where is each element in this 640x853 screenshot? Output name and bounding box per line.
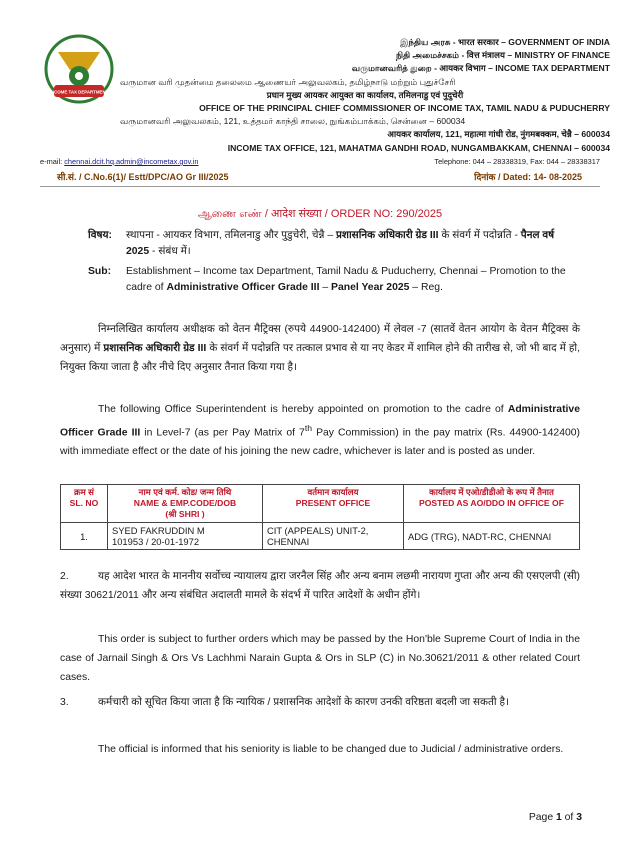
para1-english-text: The following Office Superintendent is hereby appointed on promotion to the cadre of	[98, 404, 508, 415]
header-line-3: வருமானவரித் துறை - आयकर विभाग – INCOME TAX DEPARTMENT	[351, 63, 610, 74]
para1-english-superscript: th	[304, 423, 313, 433]
subject-hindi-text-3: - संबंध में।	[149, 246, 191, 257]
income-tax-department-logo	[40, 30, 118, 108]
subject-english-cadre: Administrative Officer Grade III	[166, 282, 320, 293]
subject-hindi	[88, 228, 580, 260]
header-line-9: INCOME TAX OFFICE, 121, MAHATMA GANDHI ROAD, NUNGAMBAKKAM, CHENNAI – 600034	[227, 142, 610, 153]
order-number: ஆணை எண் / आदेश संख्या / ORDER NO: 290/2025	[197, 208, 443, 220]
table-header-row	[61, 485, 580, 523]
header-sl-no: क्रम सं SL. NO	[61, 485, 108, 523]
cell-posted-as: ADG (TRG), NADT-RC, CHENNAI	[404, 523, 580, 550]
header-line-6: OFFICE OF THE PRINCIPAL CHIEF COMMISSIONER OF INCOME TAX, TAMIL NADU & PUDUCHERRY	[199, 103, 610, 114]
header-line-8: आयकर कार्यालय, 121, महात्मा गांधी रोड, नुंगमबक्कम, चेन्नै – 600034	[387, 129, 610, 140]
para3-hindi-text: कर्मचारी को सूचित किया जाता है कि न्यायिक / प्रशासनिक आदेशों के कारण उनकी वरिष्ठता बदली जा सकती है।	[98, 697, 509, 708]
para2-hindi-text: यह आदेश भारत के माननीय सर्वोच्च न्यायालय द्वारा जरनैल सिंह और अन्य बनाम लछमी नारायण गुप्ता और अन्य की एसएलपी (सी) संख्या 30621/2011 और अन्य संबंधित अदालती मामले के संदर्भ में पारित आदेशों के अधीन होंगे।	[60, 571, 580, 601]
logo-text: INCOME TAX DEPARTMENT	[49, 89, 109, 95]
header-line-7: வருமானவரி அலுவலகம், 121, உத்தமர் காந்தி சாலை, நுங்கம்பாக்கம், சென்னை – 600034	[120, 116, 466, 127]
para1-hindi-text: निम्नलिखित कार्यालय अधीक्षक को वेतन मैट्रिक्स (रुपये 44900-142400) में लेवल -7 (सातवें वेतन आयोग के वेतन मैट्रिक्स के अनुसार) में	[60, 324, 580, 354]
subject-hindi-cadre: प्रशासनिक अधिकारी ग्रेड III	[336, 230, 439, 241]
para1-hindi-text-2: के संवर्ग में पदोन्नति पर तत्काल प्रभाव से या नए केडर में शामिल होने की तारीख से, जो भी बाद में हो, नियुक्त किया जाता है और नीचे दिए अनुसार तैनात किया गया है।	[60, 343, 580, 373]
subject-english-label: Sub:	[88, 266, 112, 277]
header-line-5: प्रधान मुख्य आयकर आयुक्त का कार्यालय, तमिलनाडु एवं पुदुचेरी	[266, 89, 464, 100]
header-line-1: இந்திய அரசு - भारत सरकार – GOVERNMENT OF INDIA	[400, 37, 610, 47]
subject-english-panel-year: Panel Year 2025	[331, 282, 410, 293]
cell-name: SYED FAKRUDDIN M 101953 / 20-01-1972	[108, 523, 263, 550]
header-name: नाम एवं कर्म. कोड/ जन्म तिथि NAME & EMP.CODE/DOB (श्री SHRI )	[108, 485, 263, 523]
email-link[interactable]: chennai.dcit.hq.admin@incometax.gov.in	[64, 157, 199, 166]
order-date: दिनांक / Dated: 14- 08-2025	[474, 172, 582, 182]
telephone-fax: Telephone: 044 – 28338319, Fax: 044 – 28338317	[434, 157, 600, 166]
paragraph-1-hindi	[60, 320, 580, 377]
subject-hindi-panel-year: पैनल वर्ष 2025	[126, 230, 555, 257]
subject-hindi-text: स्थापना - आयकर विभाग, तमिलनाडु और पुडुचेरी, चेन्नै –	[126, 230, 336, 241]
header-divider	[40, 186, 600, 187]
subject-english-text-3: – Reg.	[409, 282, 443, 293]
header-line-4: வருமான வரி முதன்மை தலைமை ஆணையர் அலுவலகம், தமிழ்நாடு மற்றும் புதுச்சேரி	[120, 76, 456, 87]
email-label: e-mail:	[40, 157, 65, 166]
contact-line	[40, 157, 600, 166]
paragraph-2-hindi	[60, 567, 580, 605]
letterhead	[120, 36, 610, 155]
subject-english-text-2: –	[319, 282, 332, 293]
table-row	[61, 523, 580, 550]
para2-number: 2.	[60, 571, 69, 582]
subject-english	[88, 264, 580, 296]
paragraph-3-english: The official is informed that his seniority is liable to be changed due to Judicial / administrative orders.	[98, 744, 564, 755]
header-present-office: वर्तमान कार्यालय PRESENT OFFICE	[263, 485, 404, 523]
cell-sl-no: 1.	[61, 523, 108, 550]
subject-hindi-text-2: के संवर्ग में पदोन्नति -	[438, 230, 521, 241]
para1-hindi-cadre: प्रशासनिक अधिकारी ग्रेड III	[103, 343, 207, 354]
reference-line	[57, 170, 582, 183]
posting-table	[60, 484, 580, 550]
para1-english-cadre: Administrative Officer Grade III	[60, 404, 580, 439]
paragraph-1-english	[60, 400, 580, 461]
paragraph-2-english: This order is subject to further orders which may be passed by the Hon'ble Supreme Court of India in the case of Jarnail Singh & Ors Vs Lachhmi Narain Gupta & Ors in SLP (C) in No.30621/2011 & other related Court cases.	[60, 634, 580, 683]
header-posted-as: कार्यालय में एओ/डीडीओ के रूप में तैनात POSTED AS AO/DDO IN OFFICE OF	[404, 485, 580, 523]
para1-english-text-3: Pay Commission) in the pay matrix (Rs. 44900-142400) with immediate effect or the date of his joining the new cadre, whichever is later and is posted as under.	[60, 427, 580, 458]
header-line-2: நிதி அமைச்சகம் - वित्त मंत्रालय – MINISTRY OF FINANCE	[395, 50, 610, 61]
subject-english-text: Establishment – Income tax Department, Tamil Nadu & Puducherry, Chennai – Promotion to the cadre of	[126, 266, 566, 293]
cell-present-office: CIT (APPEALS) UNIT-2, CHENNAI	[263, 523, 404, 550]
page-number: Page 1 of 3	[528, 812, 582, 823]
reference-number: सी.सं. / C.No.6(1)/ Estt/DPC/AO Gr III/2025	[57, 172, 229, 182]
paragraph-3-hindi	[60, 693, 580, 712]
para1-english-text-2: in Level-7 (as per Pay Matrix of 7	[140, 427, 305, 439]
para3-number: 3.	[60, 697, 69, 708]
subject-hindi-label: विषय:	[88, 230, 112, 241]
